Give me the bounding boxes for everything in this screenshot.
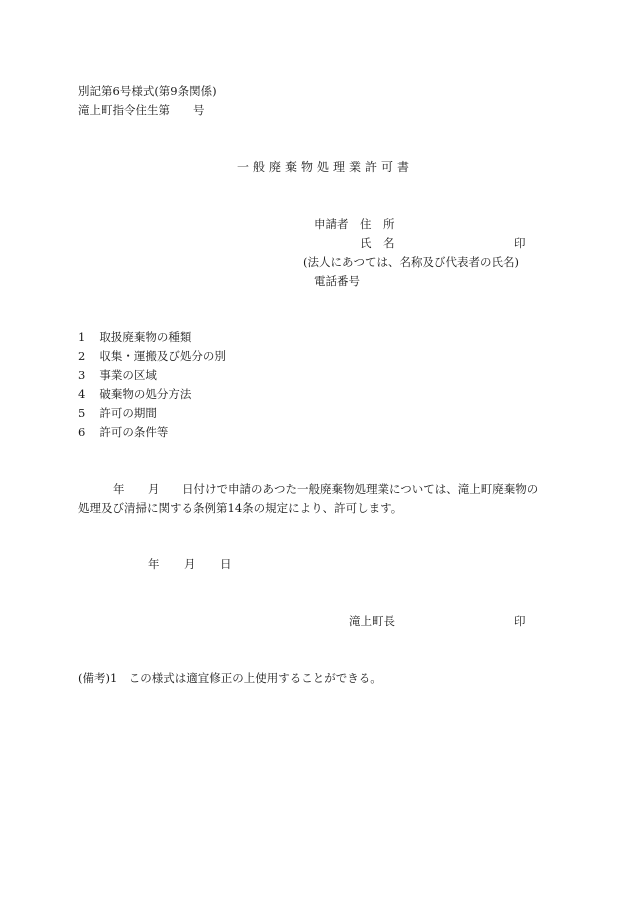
item-number: 1: [78, 330, 86, 344]
list-item: [78, 405, 157, 421]
list-item: [78, 367, 157, 383]
list-item: [78, 386, 191, 402]
item-text: 許可の条件等: [99, 425, 169, 439]
body-month-label: 月: [148, 482, 160, 496]
address-label: 住 所: [360, 217, 395, 231]
date-year-label: 年: [148, 557, 160, 571]
item-text: 許可の期間: [99, 406, 157, 420]
date-month-label: 月: [184, 557, 196, 571]
item-text: 収集・運搬及び処分の別: [99, 349, 226, 363]
body-line-1: 日付けで申請のあつた一般廃棄物処理業については、滝上町廃棄物の: [182, 482, 539, 496]
item-text: 取扱廃棄物の種類: [99, 330, 192, 344]
body-year-label: 年: [113, 482, 125, 496]
item-number: 6: [78, 425, 86, 439]
corporate-note: (法人にあつては、名称及び代表者の氏名): [303, 255, 519, 269]
permit-number: 滝上町指令住生第 号: [78, 103, 205, 117]
date-day-label: 日: [220, 557, 232, 571]
issuer-seal: 印: [514, 614, 526, 628]
item-number: 3: [78, 368, 86, 382]
item-text: 事業の区域: [99, 368, 157, 382]
list-item: [78, 329, 191, 345]
applicant-seal: 印: [514, 236, 526, 250]
applicant-label: 申請者: [314, 217, 349, 231]
remarks: (備考)1 この様式は適宜修正の上使用することができる。: [78, 671, 382, 685]
phone-label: 電話番号: [314, 274, 360, 288]
issuer-title: 滝上町長: [349, 614, 395, 628]
name-label: 氏 名: [360, 236, 395, 250]
item-number: 2: [78, 349, 86, 363]
item-number: 5: [78, 406, 86, 420]
item-text: 破棄物の処分方法: [99, 387, 192, 401]
list-item: [78, 348, 226, 364]
item-number: 4: [78, 387, 86, 401]
document-title: 一般廃棄物処理業許可書: [237, 160, 414, 174]
form-reference: 別記第6号様式(第9条関係): [78, 84, 217, 98]
body-line-2: 処理及び清掃に関する条例第14条の規定により、許可します。: [78, 501, 403, 515]
list-item: [78, 424, 168, 440]
